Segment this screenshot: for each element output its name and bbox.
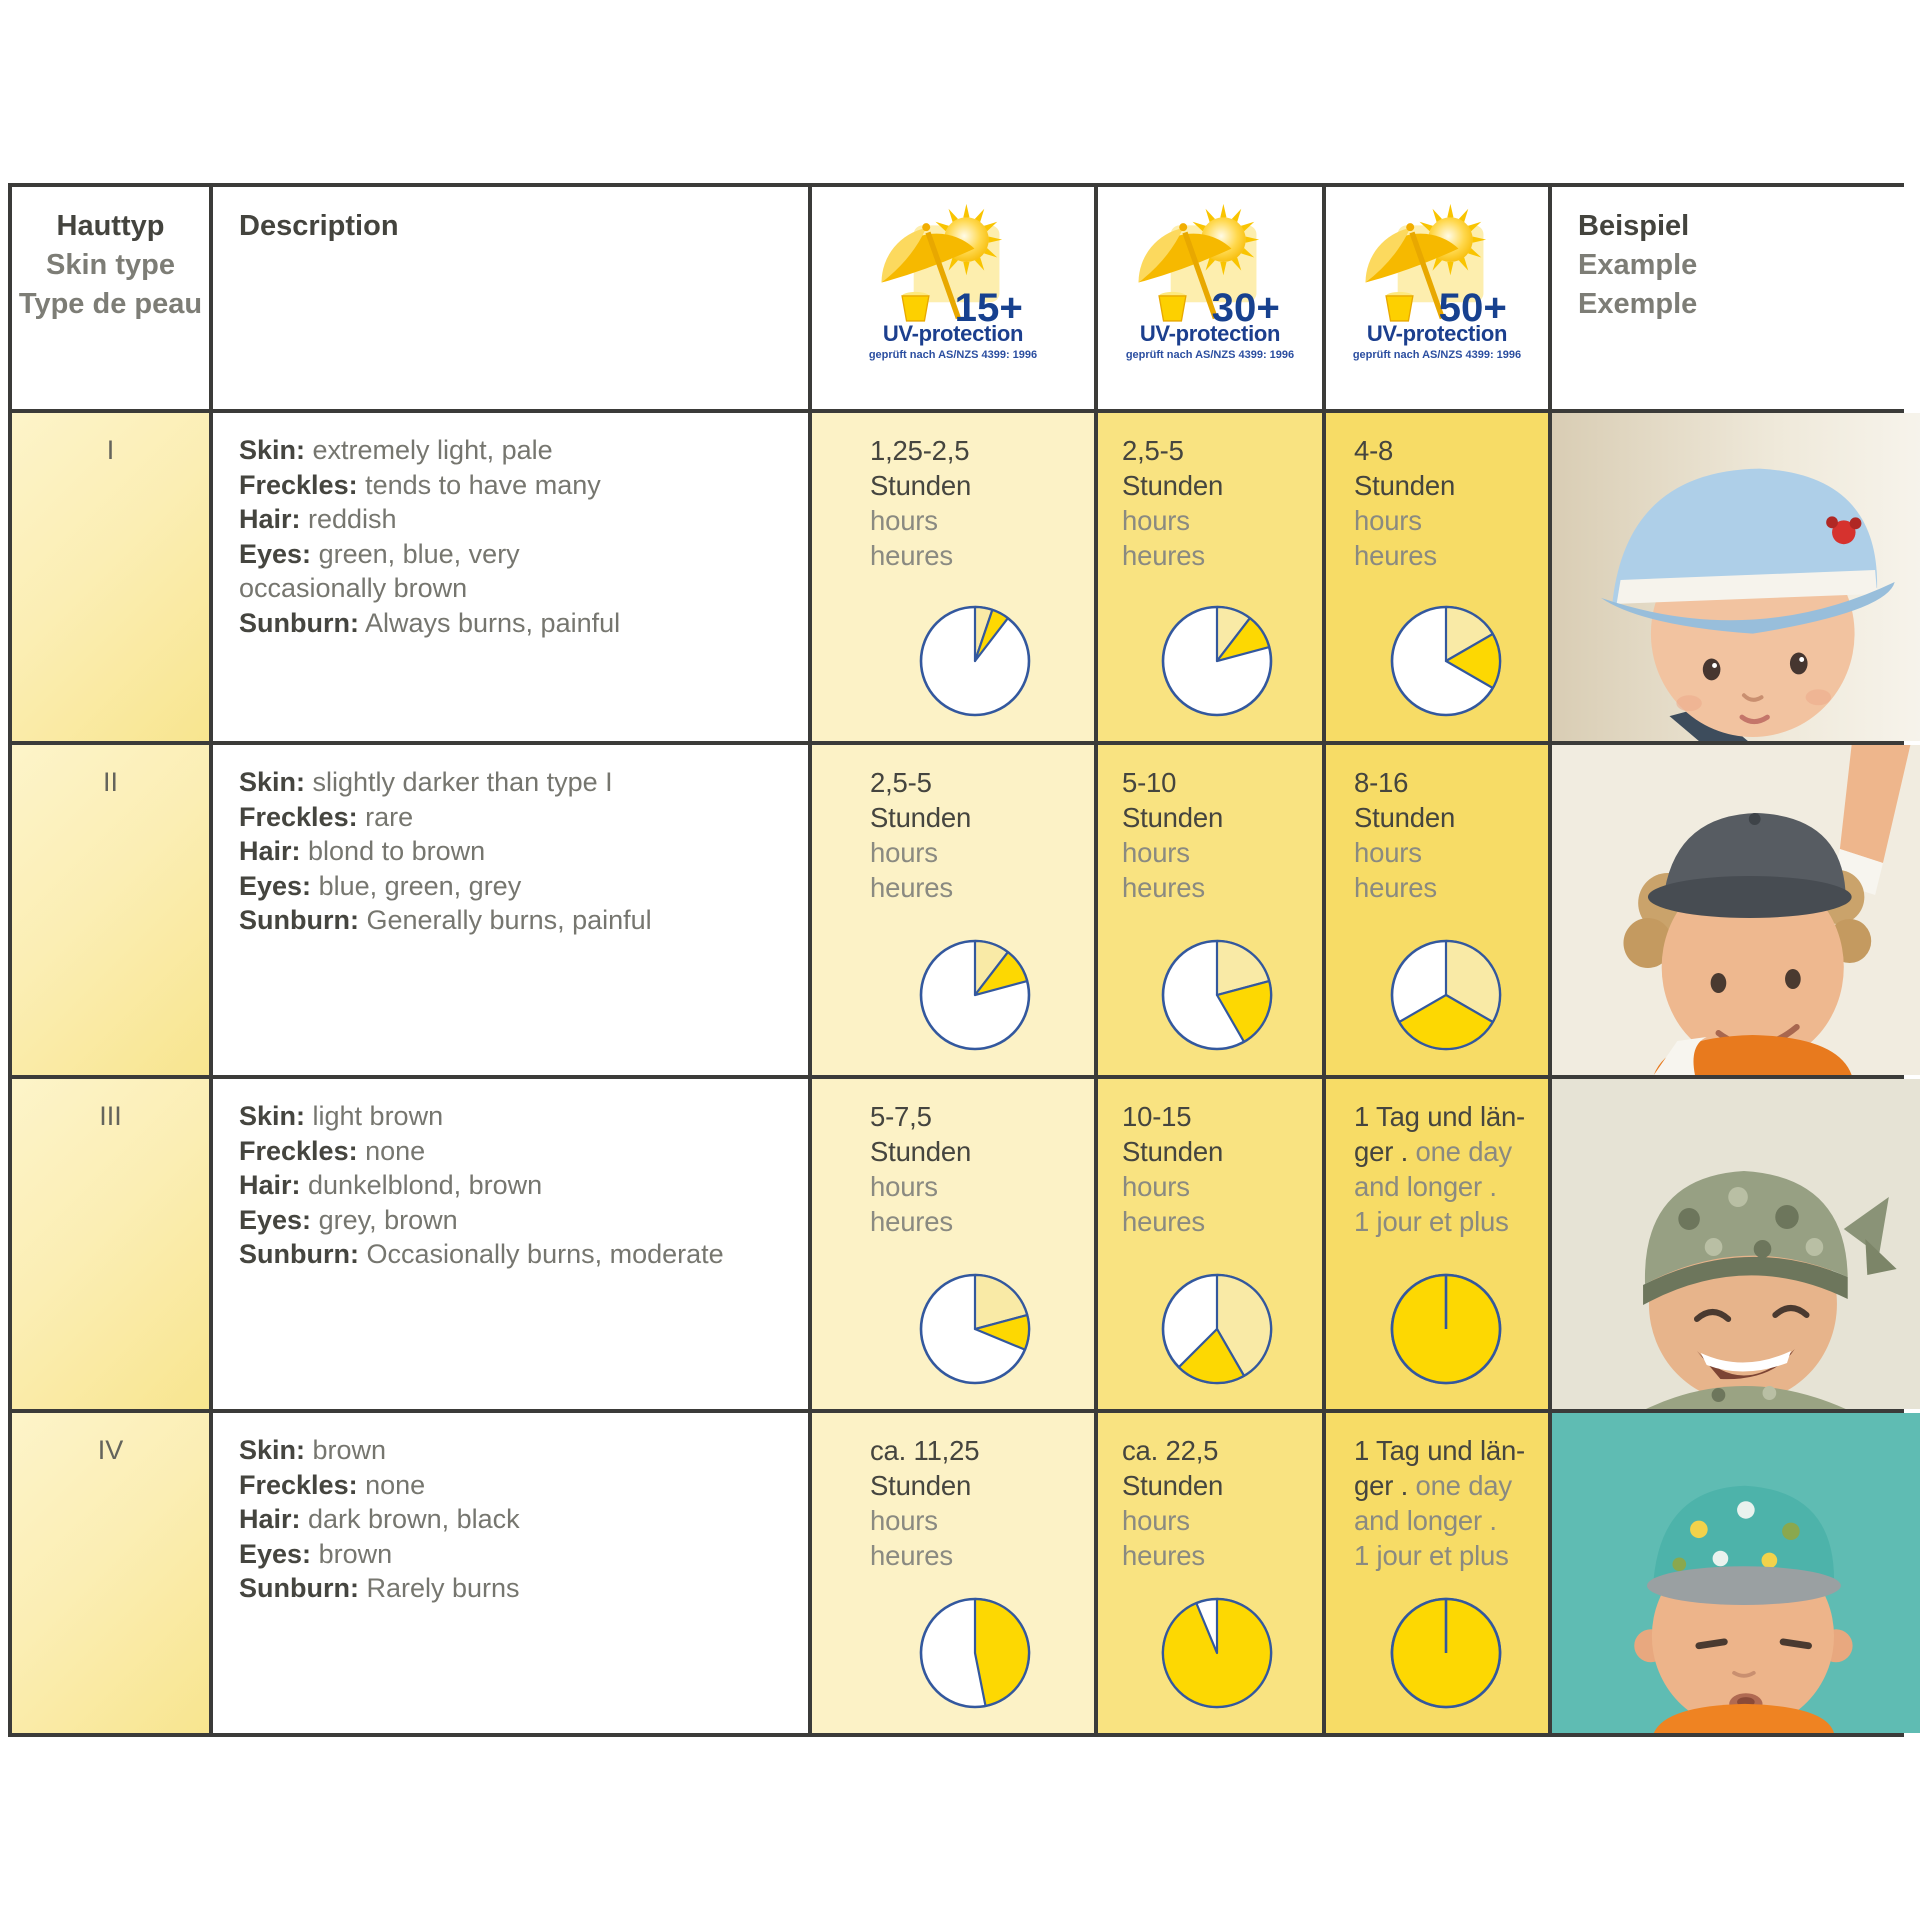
exposure-time-cell-spf30 — [1098, 413, 1322, 741]
exposure-time-line: 2,5-5 — [870, 767, 932, 798]
exposure-time-cell-spf30 — [1098, 1413, 1322, 1733]
exposure-time-line: ca. 22,5 — [1122, 1435, 1219, 1466]
exposure-time-line: hours — [1122, 837, 1190, 868]
exposure-time-line: 2,5-5 — [1122, 435, 1184, 466]
description-line: Sunburn: Occasionally burns, moderate — [239, 1239, 724, 1269]
uv-certification-note: geprüft nach AS/NZS 4399: 1996 — [1352, 349, 1522, 361]
exposure-time-pie-chart — [916, 1594, 1034, 1712]
exposure-time-line: hours — [1122, 1505, 1190, 1536]
header-description-label: Description — [239, 210, 399, 242]
description-line: Sunburn: Always burns, painful — [239, 607, 621, 638]
exposure-time-line: and longer . — [1354, 1171, 1497, 1202]
exposure-time-cell-spf15 — [812, 413, 1094, 741]
description-line-continued: occasionally brown — [239, 573, 468, 603]
exposure-time-line: 8-16 — [1354, 767, 1409, 798]
description-line: Freckles: tends to have many — [239, 469, 601, 500]
exposure-time-line: Stunden — [870, 802, 972, 833]
skin-type-cell-III — [12, 1079, 209, 1409]
exposure-time-line: heures — [870, 540, 953, 571]
exposure-time-cell-spf50 — [1326, 413, 1548, 741]
header-skin-type-en: Skin type — [46, 249, 175, 281]
exposure-time-pie-chart — [1387, 1270, 1505, 1388]
exposure-time-line: heures — [1122, 540, 1205, 571]
description-line: Hair: dunkelblond, brown — [239, 1170, 543, 1200]
description-line: Sunburn: Rarely burns — [239, 1573, 520, 1603]
exposure-time-line: 1,25-2,5 — [870, 435, 970, 466]
header-uv15-badge — [812, 187, 1094, 409]
photo-boy-patterned-headscarf — [1552, 1079, 1920, 1409]
exposure-time-line: and longer . — [1354, 1505, 1497, 1536]
exposure-time-line: Stunden — [1122, 1470, 1224, 1501]
description-line: Eyes: brown — [239, 1538, 393, 1569]
skin-type-cell-IV — [12, 1413, 209, 1733]
exposure-time-line: ca. 11,25 — [870, 1435, 980, 1466]
description-line: Sunburn: Generally burns, painful — [239, 905, 652, 935]
exposure-time-line: heures — [1122, 872, 1205, 903]
uv-sun-umbrella-icon — [863, 195, 1043, 329]
exposure-time-cell-spf15 — [812, 1079, 1094, 1409]
pie-chart-wrap — [916, 602, 1034, 725]
photo-boy-teal-patterned-cap — [1552, 1413, 1920, 1733]
description-line: Freckles: rare — [239, 801, 414, 832]
bucket-icon — [1386, 296, 1413, 321]
header-example-fr: Exemple — [1578, 288, 1698, 320]
skin-type-cell-I — [12, 413, 209, 741]
skin-type-numeral: II — [102, 767, 118, 797]
skin-type-numeral: IV — [97, 1435, 124, 1465]
description-line: Hair: blond to brown — [239, 836, 486, 866]
exposure-time-line: 5-7,5 — [870, 1101, 932, 1132]
uv-certification-note: geprüft nach AS/NZS 4399: 1996 — [1125, 349, 1295, 361]
spf-value: 30+ — [1211, 284, 1280, 329]
exposure-time-line: Stunden — [870, 1136, 972, 1167]
header-example — [1552, 187, 1920, 409]
exposure-time-line: Stunden — [870, 470, 972, 501]
pie-chart-wrap — [1387, 936, 1505, 1059]
pie-chart-wrap — [1387, 1594, 1505, 1717]
header-example-de: Beispiel — [1578, 210, 1690, 242]
header-description — [213, 187, 808, 409]
exposure-time-line: heures — [870, 872, 953, 903]
exposure-time-pie-chart — [1158, 602, 1276, 720]
exposure-time-pie-chart — [1158, 936, 1276, 1054]
exposure-time-line: Stunden — [1122, 802, 1224, 833]
photo-toddler-light-blue-sun-hat — [1552, 413, 1920, 741]
exposure-time-line: hours — [870, 1505, 938, 1536]
description-line: Hair: reddish — [239, 504, 397, 534]
spf-value: 50+ — [1438, 284, 1507, 329]
uv-certification-note: geprüft nach AS/NZS 4399: 1996 — [868, 349, 1038, 361]
photo-boy-grey-cap — [1552, 745, 1920, 1075]
description-line: Hair: dark brown, black — [239, 1504, 520, 1534]
exposure-time-pie-chart — [1158, 1594, 1276, 1712]
exposure-time-pie-chart — [916, 1270, 1034, 1388]
description-line: Eyes: blue, green, grey — [239, 870, 522, 901]
exposure-time-line: ger . one day — [1354, 1136, 1512, 1167]
example-photo-I — [1552, 413, 1920, 741]
pie-chart-wrap — [1387, 602, 1505, 725]
description-line: Freckles: none — [239, 1469, 426, 1500]
header-example-en: Example — [1578, 249, 1698, 281]
exposure-time-cell-spf30 — [1098, 1079, 1322, 1409]
pie-chart-wrap — [916, 1594, 1034, 1717]
uv-sun-umbrella-icon — [1347, 195, 1527, 329]
exposure-time-line: hours — [870, 837, 938, 868]
header-skin-type — [12, 187, 209, 409]
uv-protection-label: UV-protection — [1366, 321, 1508, 346]
spf-value: 15+ — [954, 284, 1023, 329]
description-line: Skin: light brown — [239, 1101, 444, 1131]
header-uv50-badge — [1326, 187, 1548, 409]
description-line: Eyes: green, blue, very — [239, 538, 520, 569]
bucket-icon — [1159, 296, 1186, 321]
uv-protection-label: UV-protection — [1139, 321, 1281, 346]
pie-chart-wrap — [1387, 1270, 1505, 1393]
description-line: Freckles: none — [239, 1135, 426, 1166]
uv-sun-umbrella-icon — [1120, 195, 1300, 329]
exposure-time-line: Stunden — [1354, 470, 1456, 501]
uv-protection-table — [8, 183, 1904, 1737]
description-cell — [213, 1079, 808, 1409]
exposure-time-pie-chart — [1158, 1270, 1276, 1388]
exposure-time-line: 1 Tag und län- — [1354, 1435, 1525, 1466]
exposure-time-cell-spf50 — [1326, 745, 1548, 1075]
exposure-time-line: hours — [870, 505, 938, 536]
exposure-time-pie-chart — [1387, 1594, 1505, 1712]
pie-chart-wrap — [916, 1270, 1034, 1393]
exposure-time-line: Stunden — [1354, 802, 1456, 833]
description-line: Skin: extremely light, pale — [239, 435, 553, 465]
exposure-time-line: 5-10 — [1122, 767, 1177, 798]
bucket-icon — [902, 296, 929, 321]
exposure-time-line: heures — [1354, 872, 1437, 903]
description-cell — [213, 745, 808, 1075]
exposure-time-pie-chart — [916, 936, 1034, 1054]
sun-ray — [1447, 204, 1453, 218]
pie-wedge — [1163, 1599, 1271, 1707]
exposure-time-line: heures — [1122, 1206, 1205, 1237]
exposure-time-cell-spf30 — [1098, 745, 1322, 1075]
pie-chart-wrap — [1158, 1270, 1276, 1393]
exposure-time-cell-spf50 — [1326, 1413, 1548, 1733]
header-uv30-badge — [1098, 187, 1322, 409]
exposure-time-line: hours — [1354, 837, 1422, 868]
description-line: Eyes: grey, brown — [239, 1204, 458, 1235]
exposure-time-line: 4-8 — [1354, 435, 1394, 466]
exposure-time-cell-spf15 — [812, 745, 1094, 1075]
description-cell — [213, 413, 808, 741]
exposure-time-pie-chart — [1387, 602, 1505, 720]
description-line: Skin: brown — [239, 1435, 387, 1465]
exposure-time-line: 1 Tag und län- — [1354, 1101, 1525, 1132]
exposure-time-line: 1 jour et plus — [1354, 1540, 1509, 1571]
sun-ray — [963, 204, 969, 218]
pie-wedge — [975, 1599, 1029, 1706]
exposure-time-line: Stunden — [1122, 1136, 1224, 1167]
exposure-time-line: hours — [1122, 505, 1190, 536]
pie-chart-wrap — [1158, 602, 1276, 725]
exposure-time-pie-chart — [916, 602, 1034, 720]
exposure-time-line: 10-15 — [1122, 1101, 1192, 1132]
example-photo-III — [1552, 1079, 1920, 1409]
exposure-time-line: hours — [1354, 505, 1422, 536]
description-cell — [213, 1413, 808, 1733]
header-skin-type-de: Hauttyp — [56, 210, 165, 242]
pie-chart-wrap — [1158, 936, 1276, 1059]
skin-type-numeral: I — [106, 435, 115, 465]
exposure-time-line: Stunden — [1122, 470, 1224, 501]
exposure-time-line: 1 jour et plus — [1354, 1206, 1509, 1237]
exposure-time-cell-spf15 — [812, 1413, 1094, 1733]
exposure-time-cell-spf50 — [1326, 1079, 1548, 1409]
description-line: Skin: slightly darker than type I — [239, 767, 613, 797]
exposure-time-line: hours — [870, 1171, 938, 1202]
exposure-time-line: heures — [870, 1540, 953, 1571]
exposure-time-line: hours — [1122, 1171, 1190, 1202]
exposure-time-line: Stunden — [870, 1470, 972, 1501]
exposure-time-line: ger . one day — [1354, 1470, 1512, 1501]
example-photo-IV — [1552, 1413, 1920, 1733]
exposure-time-line: heures — [1354, 540, 1437, 571]
example-photo-II — [1552, 745, 1920, 1075]
pie-chart-wrap — [916, 936, 1034, 1059]
uv-protection-label: UV-protection — [882, 321, 1024, 346]
pie-chart-wrap — [1158, 1594, 1276, 1717]
exposure-time-pie-chart — [1387, 936, 1505, 1054]
exposure-time-line: heures — [870, 1206, 953, 1237]
sun-ray — [1220, 204, 1226, 218]
header-skin-type-fr: Type de peau — [18, 288, 203, 320]
skin-type-numeral: III — [99, 1101, 122, 1131]
exposure-time-line: heures — [1122, 1540, 1205, 1571]
skin-type-cell-II — [12, 745, 209, 1075]
